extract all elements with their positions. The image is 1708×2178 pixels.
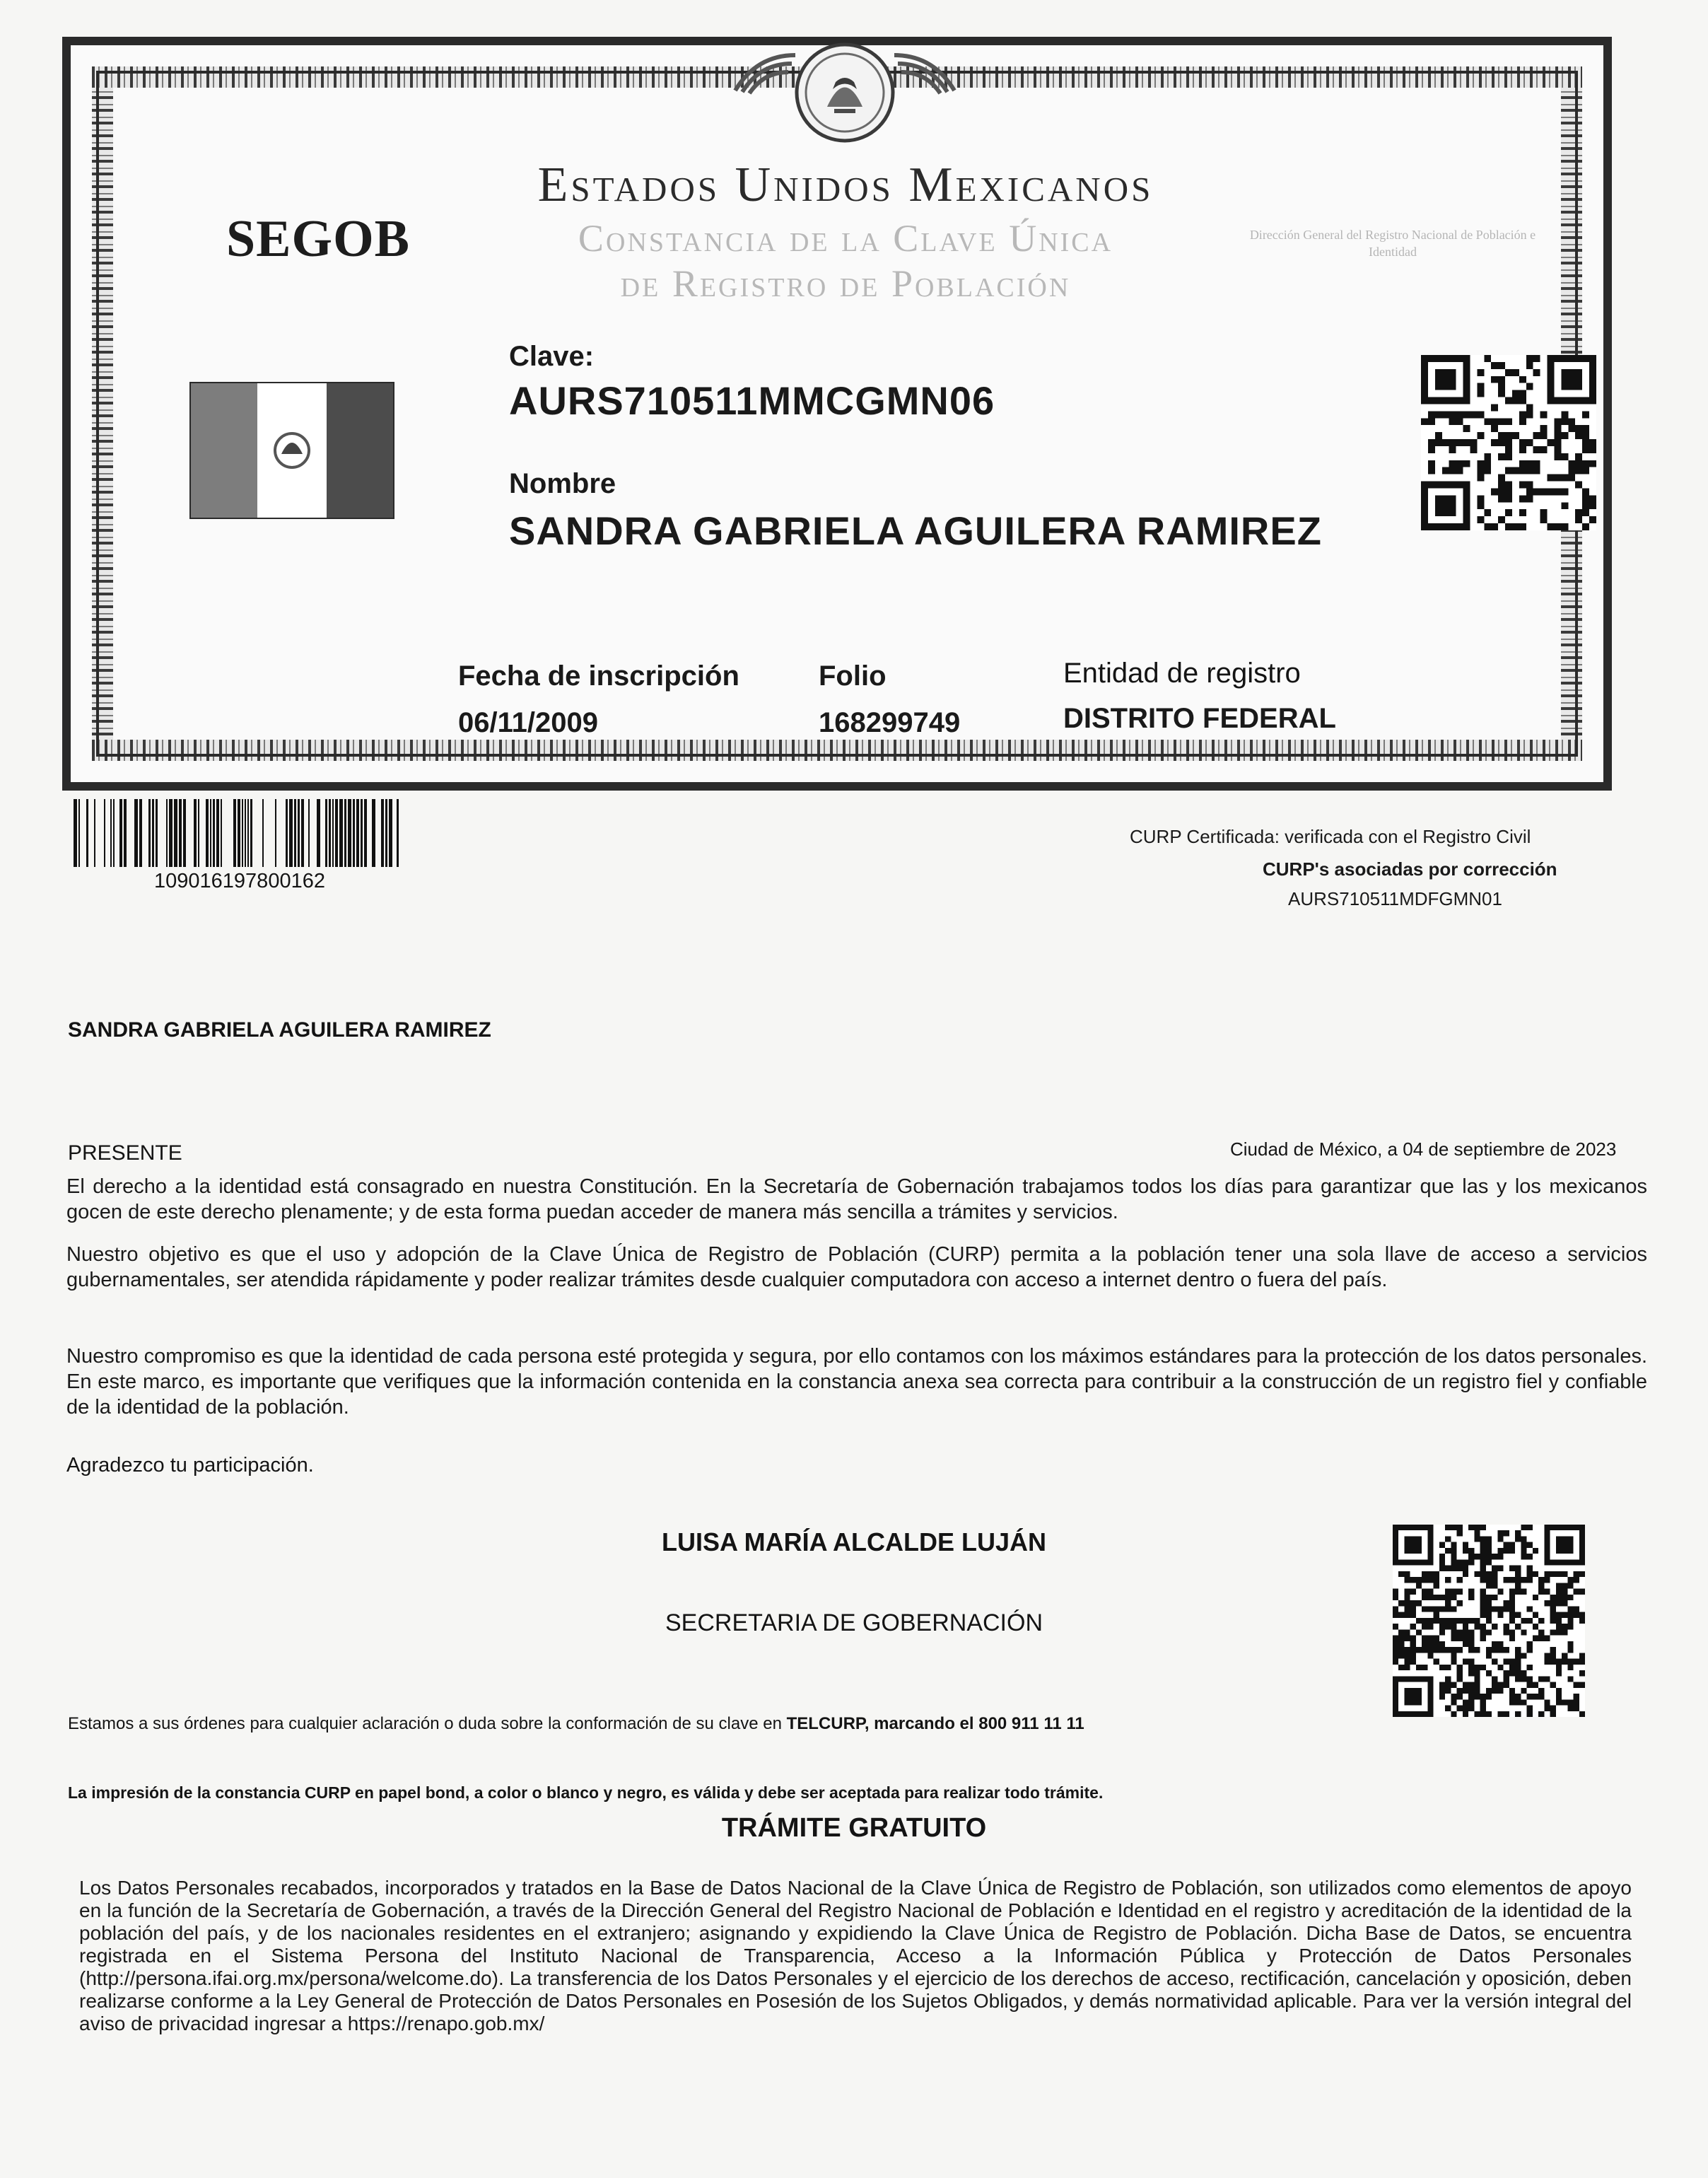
curp-certificada-note: CURP Certificada: verificada con el Registro Civil [1130,826,1531,847]
letter-recipient: SANDRA GABRIELA AGUILERA RAMIREZ [68,1018,491,1042]
entidad-value: DISTRITO FEDERAL [1063,703,1336,734]
telcurp-note [68,1714,1084,1734]
left-wing-ornament [693,48,799,98]
folio-value: 168299749 [819,707,961,738]
signer-name: LUISA MARÍA ALCALDE LUJÁN [662,1527,1046,1556]
curps-asociadas-value: AURS710511MDFGMN01 [1288,888,1502,909]
signature-qr-code-icon[interactable] [1393,1525,1585,1717]
clave-label: Clave: [509,341,595,372]
presente-text: PRESENTE [68,1141,182,1165]
renapo-logo: Dirección General del Registro Nacional de Población e Identidad [1249,228,1536,259]
fecha-label: Fecha de inscripción [458,660,739,692]
entidad-label: Entidad de registro [1063,658,1301,689]
telcurp-text: Estamos a sus órdenes para cualquier aclaración o duda sobre la conformación de su clave en [68,1714,787,1733]
curps-asociadas-label: CURP's asociadas por corrección [1263,858,1557,880]
national-seal-icon [792,40,898,146]
folio-label: Folio [819,660,887,692]
fecha-value: 06/11/2009 [458,707,598,738]
paragraph-2: Nuestro objetivo es que el uso y adopción de la Clave Única de Registro de Población (CURP) permita a la población tener una sola llave de acceso a servicios gubernamentales, ser atendida rápidamente y poder realizar trámites desde cualquier computadora con acceso a internet dentro o fuera del país. [66,1243,1647,1291]
barcode-number: 109016197800162 [154,870,325,892]
segob-logo: SEGOB [226,210,410,268]
nombre-label: Nombre [509,468,616,499]
tramite-gratuito: TRÁMITE GRATUITO [721,1813,987,1843]
nombre-value: SANDRA GABRIELA AGUILERA RAMIREZ [509,508,1322,553]
right-wing-ornament [891,48,997,98]
impresion-note: La impresión de la constancia CURP en papel bond, a color o blanco y negro, es válida y debe ser aceptada para realizar todo trámite. [68,1783,1104,1802]
privacy-notice: Los Datos Personales recabados, incorporados y tratados en la Base de Datos Nacional de la Clave Única de Registro de Población, son utilizados como elementos de apoyo en la función de la Secretaría de Gobernación, a través de la Dirección General del Registro Nacional de Población e Identidad en el registro y acreditación de la identidad de la población del país, y de los nacionales residentes en el extranjero; asignando y expidiendo la Clave Única de Registro de Población. Dicha Base de Datos, se encuentra registrada en el Sistema Persona del Instituto Nacional de Transparencia, Acceso a la Información Pública y Protección de Datos Personales (http://persona.ifai.org.mx/persona/welcome.do). La transferencia de los Datos Personales y el ejercicio de los derechos de acceso, rectificación, cancelación y oposición, deben realizarse conforme a la Ley General de Protección de Datos Personales en Posesión de los Sujetos Obligados, y demás normatividad aplicable. Para ver la versión integral del aviso de privacidad ingresar a https://renapo.gob.mx/ [79,1877,1632,2034]
paragraph-1: El derecho a la identidad está consagrado en nuestra Constitución. En la Secretaría de Gobernación trabajamos todos los días para garantizar que las y los mexicanos gocen de este derecho plenamente; y de esta forma puedan acceder de manera más sencilla a trámites y servicios. [66,1175,1647,1223]
telcurp-phone: TELCURP, marcando el 800 911 11 11 [786,1714,1084,1733]
place-date: Ciudad de México, a 04 de septiembre de 2023 [1230,1138,1617,1160]
clave-value: AURS710511MMCGMN06 [509,378,995,423]
mexican-flag-icon [189,382,394,519]
certificate-subtitle-line1: Constancia de la Clave Única [578,217,1113,260]
qr-code-icon[interactable] [1421,355,1596,530]
country-title: Estados Unidos Mexicanos [537,158,1154,212]
paragraph-3: Nuestro compromiso es que la identidad de cada persona esté protegida y segura, por ello contamos con los máximos estándares para la protección de los datos personales. En este marco, es importante que verifiques que la información contenida en la constancia anexa sea correcta para contribuir a la construcción de un registro fiel y confiable de la identidad de la población. [66,1345,1647,1419]
barcode-icon [74,799,406,867]
curp-certificate [62,37,1612,791]
thanks-text: Agradezco tu participación. [66,1454,314,1477]
certificate-subtitle-line2: de Registro de Población [620,262,1071,305]
signer-title: SECRETARIA DE GOBERNACIÓN [665,1609,1043,1636]
